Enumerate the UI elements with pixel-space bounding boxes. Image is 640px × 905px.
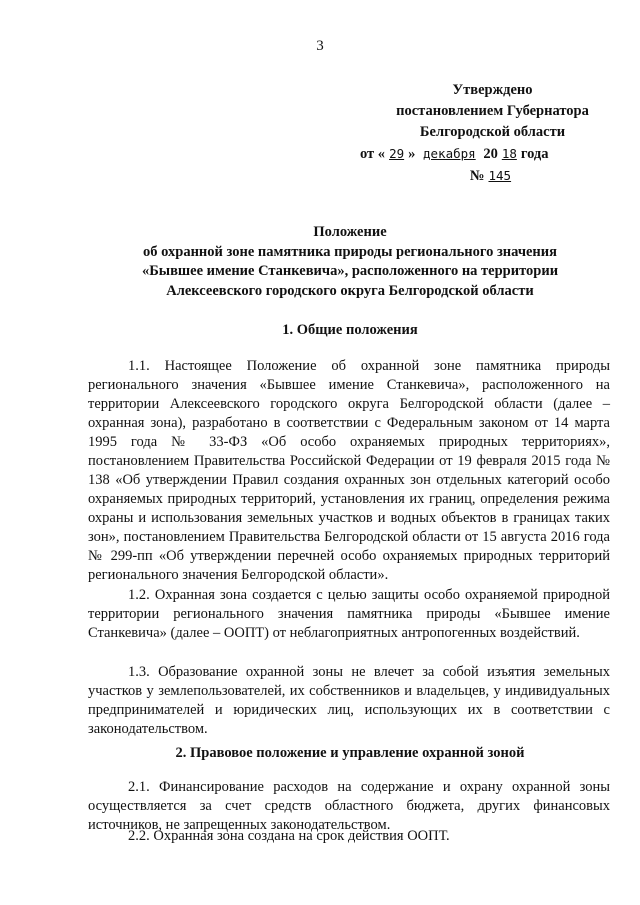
approval-block [360, 80, 615, 187]
approval-line-approved: Утверждено [452, 82, 533, 98]
approval-line-decree: постановлением Губернатора [396, 103, 589, 119]
paragraph-2-1: 2.1. Финансирование расходов на содержание и охрану охранной зоны осуществляется за счет средств областного бюджета, других финансовых источников, не запрещенных законодательством. [88, 779, 610, 833]
date-from-label: от « [360, 146, 386, 162]
date-year: 18 [501, 146, 517, 161]
paragraph-1-1: 1.1. Настоящее Положение об охранной зоне памятника природы регионального значения «Бывшее имение Станкевича», расположенного на территории Алексеевского городского округа Белгородской области (далее – охранная зона), разработано в соответствии с Федеральным законом от 14 марта 1995 года № 33-ФЗ «Об особо охраняемых природных территориях», постановлением Правительства Российской Федерации от 19 февраля 2015 года № 138 «Об утверждении Правил создания охранных зон отдельных категорий особо охраняемых природных территорий, установления их границ, определения режима охраны и использования земельных участков и водных объектов в границах таких зон», постановлением Правительства Белгородской области от 15 августа 2016 года № 299-пп «Об утверждении перечней особо охраняемых природных территорий регионального значения Белгородской области». [88, 358, 610, 583]
date-year-suffix: года [520, 146, 549, 162]
section-2-heading: 2. Правовое положение и управление охранной зоной [175, 745, 525, 761]
document-title [80, 223, 620, 301]
paragraph-1-3: 1.3. Образование охранной зоны не влечет за собой изъятия земельных участков у землепользователей, их собственников и владельцев, у индивидуальных предпринимателей и юридических лиц, использующих их в соответствии с законодательством. [88, 664, 610, 737]
title-line-1: Положение [313, 224, 387, 240]
approval-line-region: Белгородской области [419, 124, 566, 140]
section-1-heading: 1. Общие положения [282, 322, 418, 338]
date-month: декабря [423, 146, 476, 161]
approval-date-line [360, 143, 615, 165]
decree-number: 145 [488, 168, 512, 183]
page-number: 3 [316, 38, 324, 54]
date-day: 29 [389, 146, 405, 161]
approval-number-line [370, 165, 615, 187]
paragraph-1-2: 1.2. Охранная зона создается с целью защиты особо охраняемой природной территории регионального значения памятника природы «Бывшее имение Станкевича» (далее – ООПТ) от неблагоприятных антропогенных воздействий. [88, 587, 610, 641]
paragraph-2-2: 2.2. Охранная зона создана на срок действия ООПТ. [128, 828, 450, 844]
date-year-prefix: 20 [483, 146, 498, 162]
number-sign: № [469, 168, 485, 184]
date-close-quote: » [408, 146, 416, 162]
title-line-2: об охранной зоне памятника природы регионального значения [143, 243, 557, 260]
title-line-4: Алексеевского городского округа Белгородской области [166, 282, 534, 299]
title-line-3: «Бывшее имение Станкевича», расположенного на территории [141, 263, 559, 279]
